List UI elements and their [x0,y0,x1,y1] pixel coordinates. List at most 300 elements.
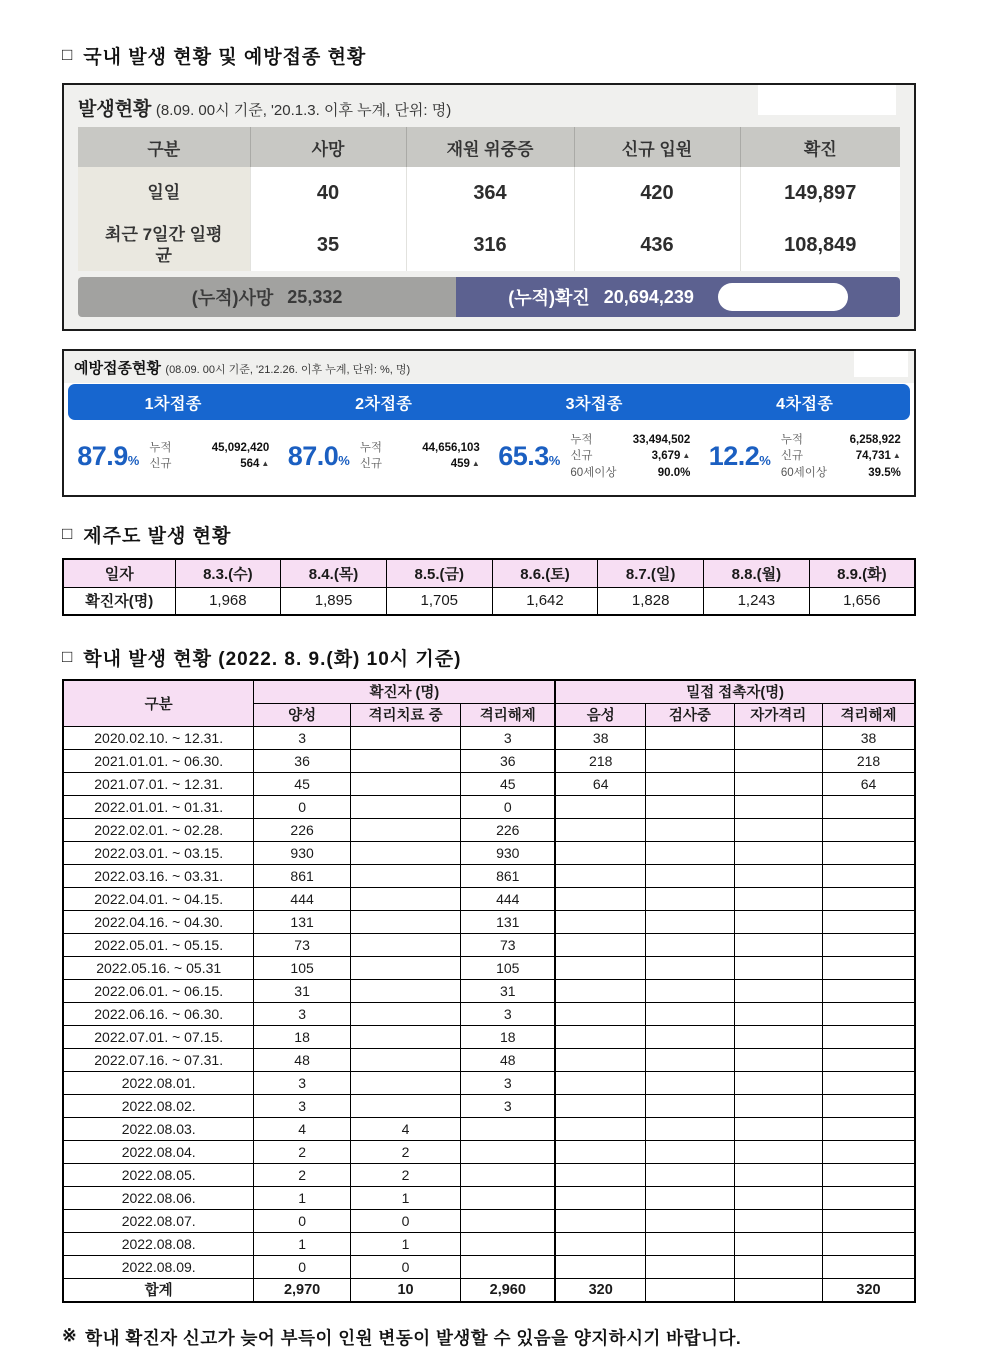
table-cell [822,864,915,887]
table-cell: 18 [461,1025,555,1048]
school-table-row [63,887,915,910]
dose-percent: 65.3% [498,441,561,471]
table-cell [822,956,915,979]
row-label: 2022.08.05. [63,1163,254,1186]
dose-percent: 87.9% [77,441,140,471]
column-header: 음성 [555,703,645,726]
table-cell: 3 [461,1071,555,1094]
table-cell: 40 [250,167,406,219]
table-cell: 2 [254,1140,350,1163]
column-header: 8.6.(토) [492,559,598,587]
table-cell [555,887,645,910]
table-cell [734,1255,822,1278]
stat-row [149,456,269,473]
jeju-table [62,558,916,616]
table-cell [350,726,461,749]
column-header: 양성 [254,703,350,726]
table-cell [646,1071,734,1094]
table-cell [822,1163,915,1186]
checkbox-icon: □ [62,523,74,543]
row-label: 확진자(명) [63,587,175,615]
stat-row [570,465,690,481]
table-cell: 2 [254,1163,350,1186]
stat-value: 3,679 ▲ [651,450,691,462]
table-cell: 31 [254,979,350,1002]
dose-header: 4차접종 [776,395,834,413]
dose-header: 2차접종 [355,395,413,413]
table-cell: 3 [254,1002,350,1025]
vaccination-panel [62,349,916,497]
school-table-row [63,933,915,956]
school-table-row [63,726,915,749]
table-cell [646,1117,734,1140]
table-cell [646,795,734,818]
outbreak-header-row [78,127,900,167]
school-table-row [63,1048,915,1071]
table-cell [350,1071,461,1094]
table-cell: 3 [461,726,555,749]
table-cell [461,1186,555,1209]
stat-row [360,456,480,473]
table-cell [734,1071,822,1094]
row-label: 2021.01.01. ~ 06.30. [63,749,254,772]
column-header: 격리치료 중 [350,703,461,726]
table-cell: 0 [254,795,350,818]
table-cell: 10 [350,1278,461,1302]
row-label: 2022.08.02. [63,1094,254,1117]
outbreak-table [78,127,900,271]
column-header: 검사중 [646,703,734,726]
school-table-row [63,1071,915,1094]
dose-stats [781,432,901,481]
table-cell [734,910,822,933]
row-label: 2022.08.01. [63,1071,254,1094]
table-cell [646,1094,734,1117]
stat-label: 신규 [780,450,804,462]
stat-label: 누적 [780,434,804,446]
row-label: 2022.08.04. [63,1140,254,1163]
table-cell [646,726,734,749]
school-table-row [63,1094,915,1117]
row-label: 2022.08.06. [63,1186,254,1209]
reference-mark-icon: ※ [62,1325,78,1345]
table-cell: 1 [254,1186,350,1209]
row-label: 2022.05.16. ~ 05.31 [63,956,254,979]
row-label: 최근 7일간 일평균 [78,219,250,271]
table-cell [646,1255,734,1278]
table-cell [646,1278,734,1302]
table-cell: 2,960 [461,1278,555,1302]
row-label: 2022.06.16. ~ 06.30. [63,1002,254,1025]
table-cell [555,864,645,887]
table-cell [734,795,822,818]
table-cell [822,1186,915,1209]
table-cell [734,841,822,864]
vaccination-subtitle: (08.09. 00시 기준, '21.2.26. 이후 누계, 단위: %, 명) [165,364,411,376]
table-cell [555,1163,645,1186]
dose-block-1 [68,432,279,481]
stat-value: 6,258,922 [849,434,901,446]
table-cell: 38 [822,726,915,749]
table-cell [822,910,915,933]
table-cell [822,979,915,1002]
table-cell [461,1117,555,1140]
stat-row [781,465,901,481]
table-cell [555,1209,645,1232]
table-cell [646,1025,734,1048]
white-patch [758,85,896,115]
dose-percent: 12.2% [708,441,771,471]
table-cell: 64 [555,772,645,795]
stat-label: 신규 [149,458,172,470]
column-header: 일자 [63,559,175,587]
table-cell [734,1140,822,1163]
table-cell [646,1163,734,1186]
table-cell [461,1232,555,1255]
table-cell [734,772,822,795]
row-label: 2022.08.03. [63,1117,254,1140]
table-cell [734,1209,822,1232]
table-cell [822,887,915,910]
checkbox-icon: □ [62,646,74,666]
table-cell: 2,970 [254,1278,350,1302]
table-cell: 3 [461,1002,555,1025]
table-cell [555,956,645,979]
table-cell [350,841,461,864]
table-cell: 0 [254,1209,350,1232]
table-cell: 420 [574,167,740,219]
table-cell [646,979,734,1002]
school-table-row [63,749,915,772]
table-cell [350,795,461,818]
table-cell [822,1094,915,1117]
table-cell: 444 [461,887,555,910]
table-cell [734,1163,822,1186]
table-cell [646,910,734,933]
table-cell [734,1094,822,1117]
stat-label: 60세이상 [570,467,617,479]
table-cell: 1,642 [492,587,598,615]
table-cell [734,1002,822,1025]
dose-header: 3차접종 [565,395,623,413]
school-table-row [63,1163,915,1186]
table-cell [822,841,915,864]
table-cell: 149,897 [740,167,900,219]
table-cell [822,933,915,956]
stat-value: 45,092,420 [211,442,270,454]
table-cell: 38 [555,726,645,749]
row-label: 2021.07.01. ~ 12.31. [63,772,254,795]
table-cell: 48 [461,1048,555,1071]
table-cell [350,979,461,1002]
school-table-row [63,1002,915,1025]
table-cell [822,1117,915,1140]
table-cell [734,749,822,772]
cumulative-death-value: 25,332 [287,286,343,307]
outbreak-subtitle: (8.09. 00시 기준, '20.1.3. 이후 누계, 단위: 명) [155,102,452,119]
section-title-jeju [62,521,916,548]
column-header: 신규 입원 [574,127,740,167]
up-arrow-icon: ▲ [261,459,270,468]
table-cell [555,1094,645,1117]
table-cell: 226 [461,818,555,841]
table-cell [350,933,461,956]
stat-value: 44,656,103 [422,442,480,454]
table-cell: 0 [461,795,555,818]
stat-label: 60세이상 [780,467,827,479]
section-title-national [62,42,916,69]
table-cell [555,1071,645,1094]
table-cell: 105 [461,956,555,979]
table-cell [822,1071,915,1094]
column-header: 확진 [740,127,900,167]
table-cell [350,1048,461,1071]
column-header: 격리해제 [461,703,555,726]
table-cell: 861 [254,864,350,887]
row-label: 합계 [63,1278,254,1302]
table-cell: 930 [254,841,350,864]
dose-header-bar [68,384,910,420]
checkbox-icon: □ [62,44,74,64]
outbreak-daily-row [78,167,900,219]
row-label: 2022.04.16. ~ 04.30. [63,910,254,933]
table-cell [461,1209,555,1232]
stat-label: 누적 [149,442,172,454]
column-header: 8.5.(금) [386,559,492,587]
stat-value: 90.0% [657,467,691,479]
school-header-row-1 [63,680,915,703]
column-header: 자가격리 [734,703,822,726]
school-table-row [63,795,915,818]
row-label: 2022.02.01. ~ 02.28. [63,818,254,841]
outbreak-panel-header [64,85,914,125]
table-cell: 1 [350,1186,461,1209]
school-table-row [63,1209,915,1232]
column-header: 8.4.(목) [281,559,387,587]
table-cell [734,1232,822,1255]
dose-block-4 [700,432,911,481]
outbreak-title: 발생현황 [78,99,152,120]
school-table-row [63,1117,915,1140]
table-cell [646,933,734,956]
cumulative-confirmed [456,277,900,317]
school-table [62,679,916,1303]
table-cell [734,1048,822,1071]
stat-row [360,440,480,456]
table-cell [646,1140,734,1163]
school-table-row [63,1025,915,1048]
table-cell [646,818,734,841]
column-header: 구분 [63,680,254,726]
table-cell: 320 [555,1278,645,1302]
table-cell [646,864,734,887]
table-cell: 3 [461,1094,555,1117]
school-table-row [63,1140,915,1163]
school-total-row [63,1278,915,1302]
column-header: 8.7.(일) [598,559,704,587]
column-header: 구분 [78,127,250,167]
cumulative-confirmed-value: 20,694,239 [603,286,694,307]
outbreak-week-avg-row [78,219,900,271]
table-cell: 1,243 [704,587,810,615]
table-cell: 105 [254,956,350,979]
table-cell [350,1094,461,1117]
group-header-confirmed: 확진자 (명) [254,680,555,703]
cumulative-death-label: (누적)사망 [191,288,274,308]
cumulative-bar [78,277,900,317]
table-cell: 3 [254,1094,350,1117]
row-label: 2022.07.01. ~ 07.15. [63,1025,254,1048]
table-cell: 48 [254,1048,350,1071]
table-cell: 436 [574,219,740,271]
school-table-row [63,772,915,795]
table-cell [350,910,461,933]
table-cell: 316 [406,219,574,271]
table-cell [350,772,461,795]
dose-stats [570,432,690,481]
table-cell [646,749,734,772]
table-cell [350,1002,461,1025]
table-cell [646,1232,734,1255]
table-cell: 2 [350,1140,461,1163]
column-header: 8.3.(수) [175,559,281,587]
table-cell [822,1002,915,1025]
table-cell: 226 [254,818,350,841]
table-cell [734,933,822,956]
table-cell: 108,849 [740,219,900,271]
cumulative-confirmed-label: (누적)확진 [508,288,590,308]
table-cell [822,1232,915,1255]
table-cell [555,1140,645,1163]
up-arrow-icon: ▲ [471,459,480,468]
table-cell: 131 [461,910,555,933]
table-cell: 1 [254,1232,350,1255]
school-table-row [63,910,915,933]
table-cell [822,1209,915,1232]
table-cell [734,1025,822,1048]
row-label: 2022.06.01. ~ 06.15. [63,979,254,1002]
row-label: 2022.04.01. ~ 04.15. [63,887,254,910]
dose-stats [360,440,480,473]
table-cell: 1,656 [809,587,915,615]
table-cell: 930 [461,841,555,864]
table-cell [822,1255,915,1278]
group-header-contacts: 밀접 접촉자(명) [555,680,915,703]
row-label: 2022.08.08. [63,1232,254,1255]
table-cell [350,749,461,772]
table-cell: 36 [254,749,350,772]
table-cell: 4 [350,1117,461,1140]
stat-row [570,432,690,448]
table-cell: 31 [461,979,555,1002]
section-title-text: 국내 발생 현황 및 예방접종 현황 [83,47,367,68]
jeju-header-row [63,559,915,587]
table-cell: 1 [350,1232,461,1255]
table-cell [646,1186,734,1209]
table-cell [734,956,822,979]
section-title-school [62,644,916,671]
table-cell [822,1140,915,1163]
table-cell: 64 [822,772,915,795]
stat-row [149,440,269,456]
table-cell: 0 [254,1255,350,1278]
row-label: 2022.08.07. [63,1209,254,1232]
stat-label: 신규 [570,450,593,462]
table-cell: 2 [350,1163,461,1186]
table-cell [734,979,822,1002]
table-cell [555,1117,645,1140]
row-label: 2022.05.01. ~ 05.15. [63,933,254,956]
column-header: 격리해제 [822,703,915,726]
table-cell [555,979,645,1002]
stat-value: 564 ▲ [240,458,270,470]
table-cell [555,818,645,841]
column-header: 8.9.(화) [809,559,915,587]
table-cell [350,887,461,910]
table-cell [350,818,461,841]
white-patch [854,351,908,377]
table-cell [646,956,734,979]
table-cell: 4 [254,1117,350,1140]
table-cell [734,818,822,841]
table-cell: 73 [461,933,555,956]
table-cell: 1,895 [281,587,387,615]
section-title-text: 학내 발생 현황 (2022. 8. 9.(화) 10시 기준) [83,649,462,670]
stat-value: 33,494,502 [632,434,691,446]
table-cell: 45 [461,772,555,795]
table-cell [555,1232,645,1255]
table-cell [734,726,822,749]
vaccination-title: 예방접종현황 [74,360,161,377]
stat-value: 39.5% [868,467,901,479]
table-cell: 45 [254,772,350,795]
redaction-pill [718,283,848,311]
table-cell [734,887,822,910]
table-cell: 218 [555,749,645,772]
table-cell: 35 [250,219,406,271]
stat-value: 74,731 ▲ [855,450,901,462]
table-cell [350,864,461,887]
table-cell [822,818,915,841]
dose-block-3 [489,432,700,481]
row-label: 2022.03.16. ~ 03.31. [63,864,254,887]
row-label: 2022.07.16. ~ 07.31. [63,1048,254,1071]
table-cell: 36 [461,749,555,772]
row-label: 일일 [78,167,250,219]
dose-header: 1차접종 [144,395,202,413]
row-label: 2022.01.01. ~ 01.31. [63,795,254,818]
table-cell [734,1117,822,1140]
table-cell [555,795,645,818]
up-arrow-icon: ▲ [682,451,691,460]
table-cell: 3 [254,726,350,749]
table-cell [646,887,734,910]
stat-row [781,448,901,465]
column-header: 8.8.(월) [704,559,810,587]
table-cell [461,1163,555,1186]
table-cell [822,1048,915,1071]
row-label: 2022.03.01. ~ 03.15. [63,841,254,864]
jeju-values-row [63,587,915,615]
table-cell [734,1278,822,1302]
table-cell: 1,705 [386,587,492,615]
table-cell: 364 [406,167,574,219]
footnote-text: 학내 확진자 신고가 늦어 부득이 인원 변동이 발생할 수 있음을 양지하시기 바랍니다. [85,1328,742,1348]
outbreak-panel [62,83,916,331]
table-cell: 444 [254,887,350,910]
table-cell [555,1002,645,1025]
table-cell [350,956,461,979]
